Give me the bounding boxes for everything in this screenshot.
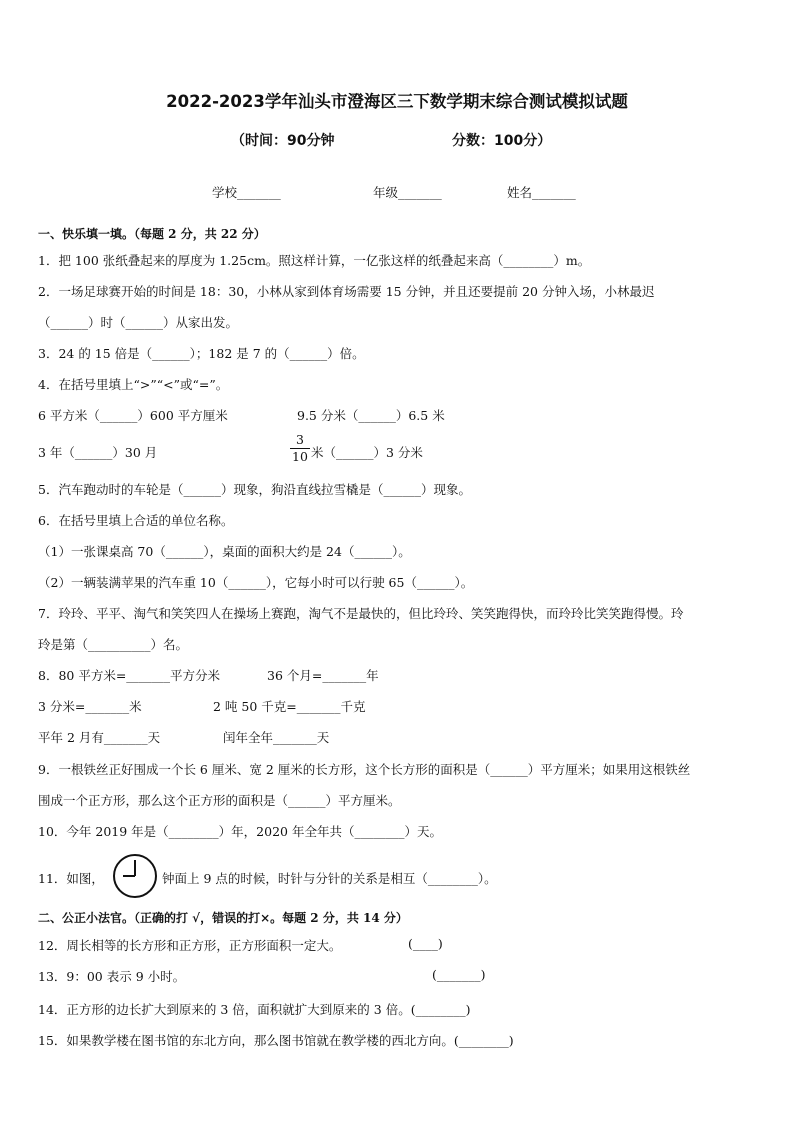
clock-icon [112,853,158,899]
question-7-line1: 7．玲玲、平平、淘气和笑笑四人在操场上赛跑，淘气不是最快的，但比玲玲、笑笑跑得快，而玲玲比笑笑跑得慢。玲 [38,606,684,621]
section2-heading: 二、公正小法官。（正确的打 √，错误的打×。每题 2 分，共 14 分） [38,911,408,925]
question-8b: 36 个月=_______年 [267,668,379,683]
question-4: 4．在括号里填上“>”“<”或“=”。 [38,377,229,392]
name-field: 姓名_______ [507,185,576,200]
question-11-prefix: 11．如图， [38,871,104,886]
fraction-3-10 [290,433,310,464]
question-14: 14．正方形的边长扩大到原来的 3 倍，面积就扩大到原来的 3 倍。(________) [38,1002,471,1017]
question-8f: 闰年全年_______天 [223,730,330,745]
question-8e: 平年 2 月有_______天 [38,730,161,745]
question-9-line2: 围成一个正方形，那么这个正方形的面积是（______）平方厘米。 [38,793,401,808]
question-7-line2: 玲是第（__________）名。 [38,637,189,652]
question-6: 6．在括号里填上合适的单位名称。 [38,513,234,528]
question-4b: 9.5 分米（______）6.5 米 [297,408,445,423]
page-title: 2022-2023学年汕头市澄海区三下数学期末综合测试模拟试题 [166,92,628,111]
fraction-denominator: 10 [292,449,308,464]
question-6-1: （1）一张课桌高 70（______），桌面的面积大约是 24（______）。 [38,544,411,559]
question-6-2: （2）一辆装满苹果的汽车重 10（______），它每小时可以行驶 65（______）。 [38,575,474,590]
question-13: 13．9：00 表示 9 小时。 [38,969,186,984]
section1-heading: 一、快乐填一填。（每题 2 分，共 22 分） [38,227,266,241]
question-8a: 8．80 平方米=_______平方分米 [38,668,221,683]
question-4d: 米（______）3 分米 [311,445,423,460]
question-4a: 6 平方米（______）600 平方厘米 [38,408,228,423]
question-12-answer: (____) [408,936,443,951]
exam-score: 分数：100分） [452,133,552,149]
school-field: 学校_______ [212,185,281,200]
fraction-numerator: 3 [296,432,304,447]
question-12: 12．周长相等的长方形和正方形，正方形面积一定大。 [38,938,342,953]
question-11-text: 钟面上 9 点的时候，时针与分针的关系是相互（________）。 [162,871,497,886]
question-8c: 3 分米=_______米 [38,699,142,714]
question-13-answer: (_______) [432,967,486,982]
question-8d: 2 吨 50 千克=_______千克 [213,699,366,714]
question-10: 10．今年 2019 年是（________）年，2020 年全年共（________）天。 [38,824,442,839]
question-9-line1: 9．一根铁丝正好围成一个长 6 厘米、宽 2 厘米的长方形，这个长方形的面积是（______）平方厘米；如果用这根铁丝 [38,762,691,777]
question-5: 5．汽车跑动时的车轮是（______）现象，狗沿直线拉雪橇是（______）现象。 [38,482,471,497]
question-2-line1: 2．一场足球赛开始的时间是 18：30，小林从家到体育场需要 15 分钟，并且还要提前 20 分钟入场，小林最迟 [38,284,655,299]
grade-field: 年级_______ [373,185,442,200]
question-3: 3．24 的 15 倍是（______）；182 是 7 的（______）倍。 [38,346,365,361]
question-15: 15．如果教学楼在图书馆的东北方向，那么图书馆就在教学楼的西北方向。(________) [38,1033,514,1048]
question-4c: 3 年（______）30 月 [38,445,158,460]
question-2-line2: （______）时（______）从家出发。 [38,315,239,330]
exam-time: （时间：90分钟 [231,133,335,149]
question-1: 1．把 100 张纸叠起来的厚度为 1.25cm。照这样计算，一亿张这样的纸叠起来高（________）m。 [38,253,591,268]
